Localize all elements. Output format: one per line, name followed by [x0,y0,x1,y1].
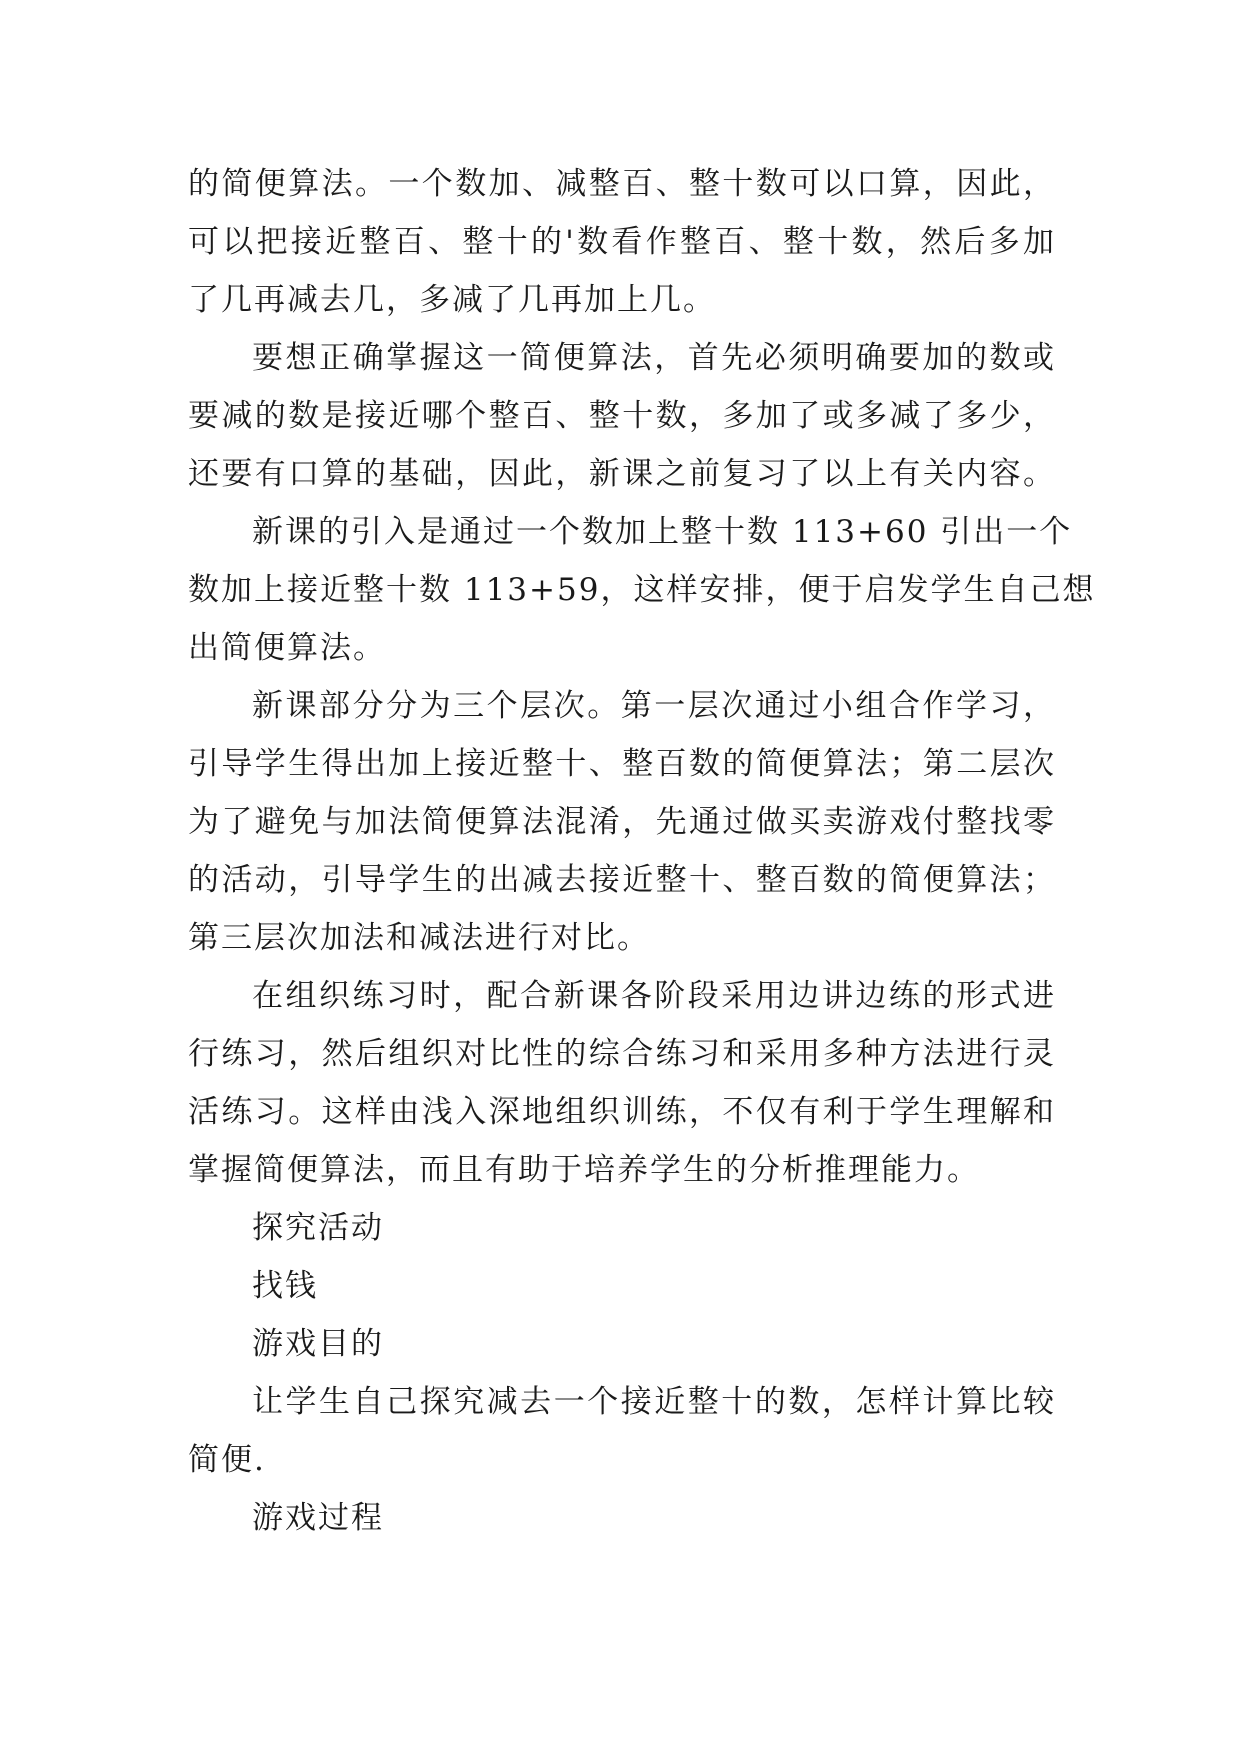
text-line: 可以把接近整百、整十的'数看作整百、整十数，然后多加 [188,224,1056,260]
document-body [188,155,1096,1547]
text-line: 数加上接近整十数 113+59，这样安排，便于启发学生自己想 [188,572,1096,608]
text-line: 的活动，引导学生的出减去接近整十、整百数的简便算法； [188,862,1056,898]
text-line: 活练习。这样由浅入深地组织训练，不仅有利于学生理解和 [188,1094,1056,1130]
text-line: 新课部分分为三个层次。第一层次通过小组合作学习， [252,688,1056,724]
section-heading: 游戏过程 [252,1500,384,1536]
text-line: 为了避免与加法简便算法混淆，先通过做买卖游戏付整找零 [188,804,1056,840]
text-line: 还要有口算的基础，因此，新课之前复习了以上有关内容。 [188,456,1056,492]
text-line: 掌握简便算法，而且有助于培养学生的分析推理能力。 [188,1152,980,1188]
text-line: 引导学生得出加上接近整十、整百数的简便算法；第二层次 [188,746,1056,782]
text-line: 了几再减去几，多减了几再加上几。 [188,282,716,318]
text-line: 新课的引入是通过一个数加上整十数 113+60 引出一个 [252,514,1073,550]
text-line: 要减的数是接近哪个整百、整十数，多加了或多减了多少， [188,398,1056,434]
text-line: 行练习，然后组织对比性的综合练习和采用多种方法进行灵 [188,1036,1056,1072]
text-line: 第三层次加法和减法进行对比。 [188,920,650,956]
text-line: 简便. [188,1442,266,1478]
text-line: 的简便算法。一个数加、减整百、整十数可以口算，因此， [188,166,1056,202]
section-heading: 找钱 [252,1268,318,1304]
section-heading: 探究活动 [252,1210,384,1246]
section-heading: 游戏目的 [252,1326,384,1362]
text-line: 让学生自己探究减去一个接近整十的数，怎样计算比较 [252,1384,1056,1420]
text-line: 出简便算法。 [188,630,386,666]
text-line: 要想正确掌握这一简便算法，首先必须明确要加的数或 [252,340,1056,376]
text-line: 在组织练习时，配合新课各阶段采用边讲边练的形式进 [252,978,1056,1014]
